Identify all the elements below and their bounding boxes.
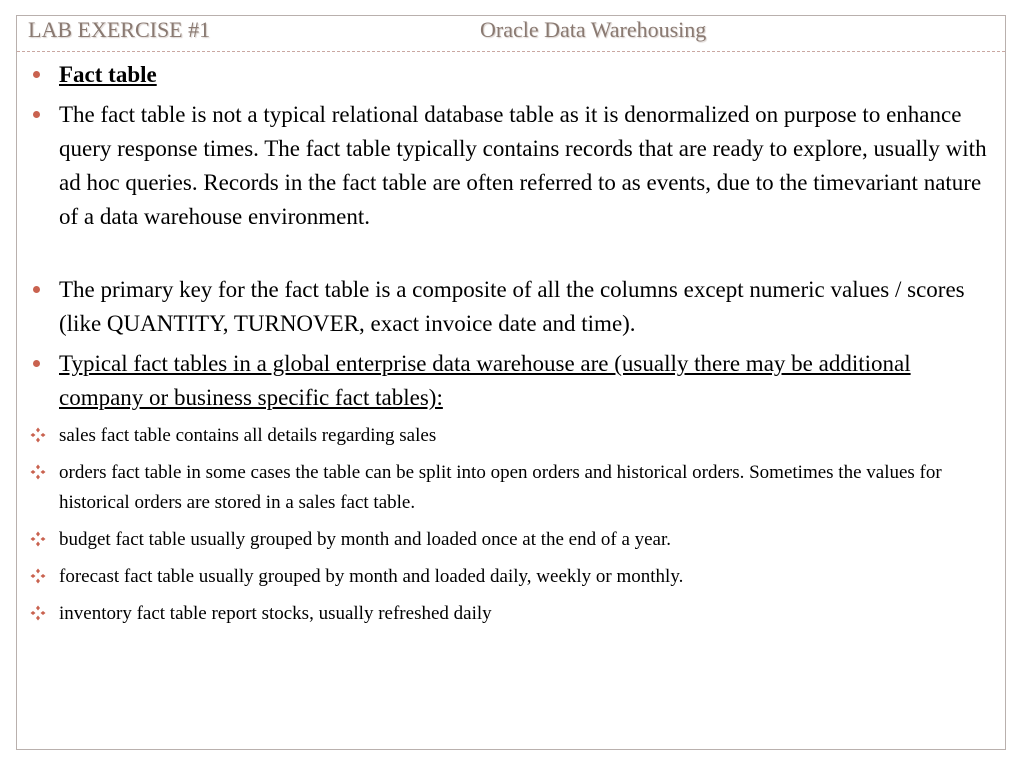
list-item <box>30 599 1000 629</box>
slide-title-right: Oracle Data Warehousing <box>480 17 707 42</box>
four-diamond-bullet-icon <box>30 464 46 480</box>
bullet-fact-table-heading <box>30 58 1000 92</box>
four-diamond-bullet-icon <box>30 427 46 443</box>
forecast-fact-table-text: forecast fact table usually grouped by month and loaded daily, weekly or monthly. <box>59 566 684 587</box>
four-diamond-bullet-icon <box>30 568 46 584</box>
list-item <box>30 421 1000 451</box>
orders-fact-table-text: orders fact table in some cases the table can be split into open orders and historical orders. Sometimes the values for historical orders are stored in a sales fact table. <box>59 462 942 513</box>
bullet-fact-table-description <box>30 98 1000 234</box>
fact-table-description: The fact table is not a typical relational database table as it is denormalized on purpose to enhance query response times. The fact table typically contains records that are ready to explore, usually with ad hoc queries. Records in the fact table are often referred to as events, due to the timevariant nature of a data warehouse environment. <box>59 102 987 229</box>
four-diamond-bullet-icon <box>30 605 46 621</box>
budget-fact-table-text: budget fact table usually grouped by month and loaded once at the end of a year. <box>59 529 672 550</box>
round-bullet-icon <box>33 286 40 293</box>
slide-content <box>30 58 1000 636</box>
fact-table-heading: Fact table <box>59 62 157 87</box>
fact-table-types-list <box>30 421 1000 629</box>
sales-fact-table-text: sales fact table contains all details regarding sales <box>59 425 437 446</box>
slide-title-left: LAB EXERCISE #1 <box>28 17 211 42</box>
primary-key-text: The primary key for the fact table is a composite of all the columns except numeric values / scores (like QUANTITY, TURNOVER, exact invoice date and time). <box>59 277 965 336</box>
bullet-primary-key <box>30 273 1000 341</box>
inventory-fact-table-text: inventory fact table report stocks, usually refreshed daily <box>59 603 492 624</box>
header-divider <box>17 51 1005 52</box>
list-item <box>30 562 1000 592</box>
four-diamond-bullet-icon <box>30 531 46 547</box>
round-bullet-icon <box>33 71 40 78</box>
list-item <box>30 525 1000 555</box>
bullet-typical-fact-tables <box>30 347 1000 415</box>
round-bullet-icon <box>33 111 40 118</box>
typical-fact-tables-text: Typical fact tables in a global enterprise data warehouse are (usually there may be additional company or business specific fact tables): <box>59 351 911 410</box>
round-bullet-icon <box>33 360 40 367</box>
paragraph-gap <box>30 240 1000 273</box>
list-item <box>30 458 1000 518</box>
